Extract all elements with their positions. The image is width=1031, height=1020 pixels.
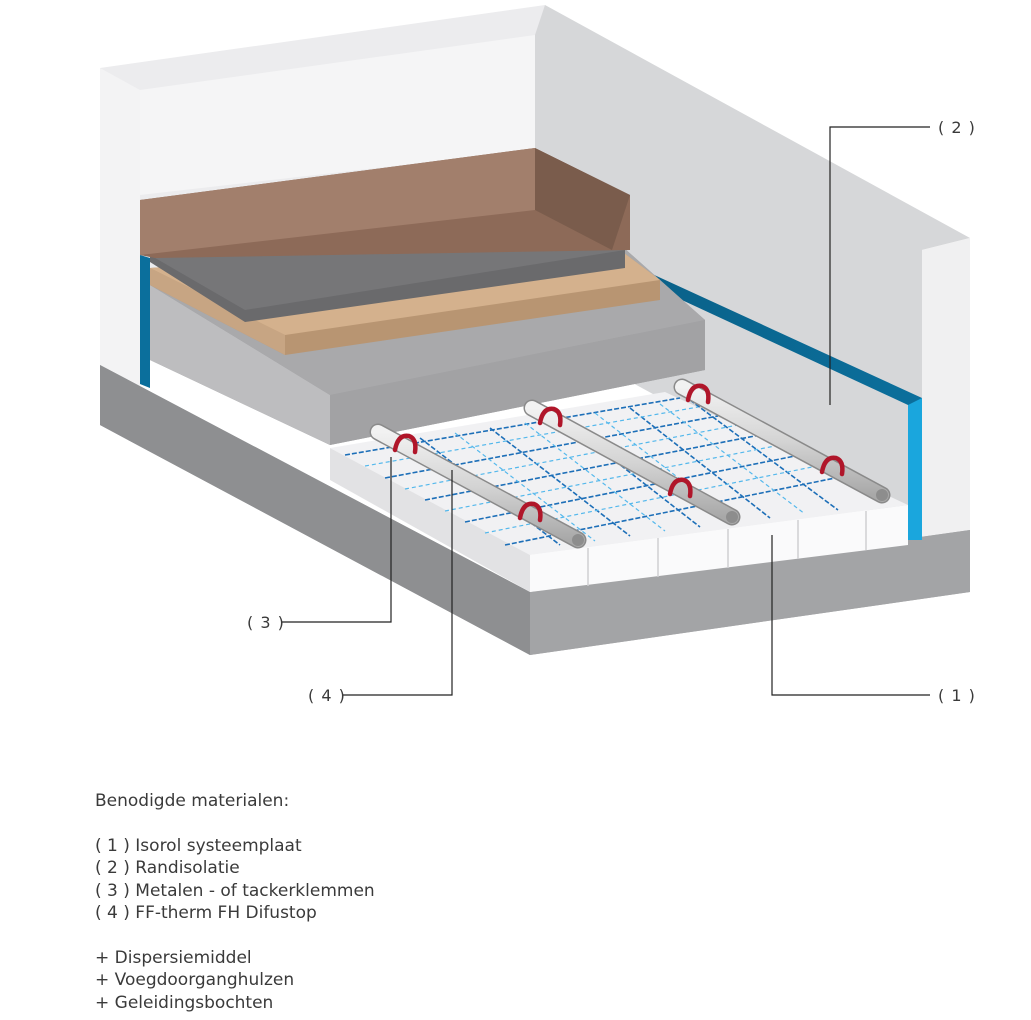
callout-label-1: ( 1 )	[938, 686, 976, 705]
material-item: ( 4 ) FF-therm FH Difustop	[95, 903, 317, 923]
extra-material-item: + Voegdoorganghulzen	[95, 970, 295, 990]
callout-label-4: ( 4 )	[308, 686, 346, 705]
material-item: ( 3 ) Metalen - of tackerklemmen	[95, 880, 375, 901]
callout-label-3: ( 3 )	[247, 613, 285, 632]
extra-material-item: + Geleidingsbochten	[95, 992, 274, 1013]
material-item: ( 1 ) Isorol systeemplaat	[95, 835, 302, 856]
extra-material-item: + Dispersiemiddel	[95, 947, 252, 968]
materials-list	[95, 790, 695, 1014]
materials-heading: Benodigde materialen:	[95, 791, 290, 811]
callout-label-2: ( 2 )	[938, 118, 976, 137]
material-item: ( 2 ) Randisolatie	[95, 858, 240, 878]
